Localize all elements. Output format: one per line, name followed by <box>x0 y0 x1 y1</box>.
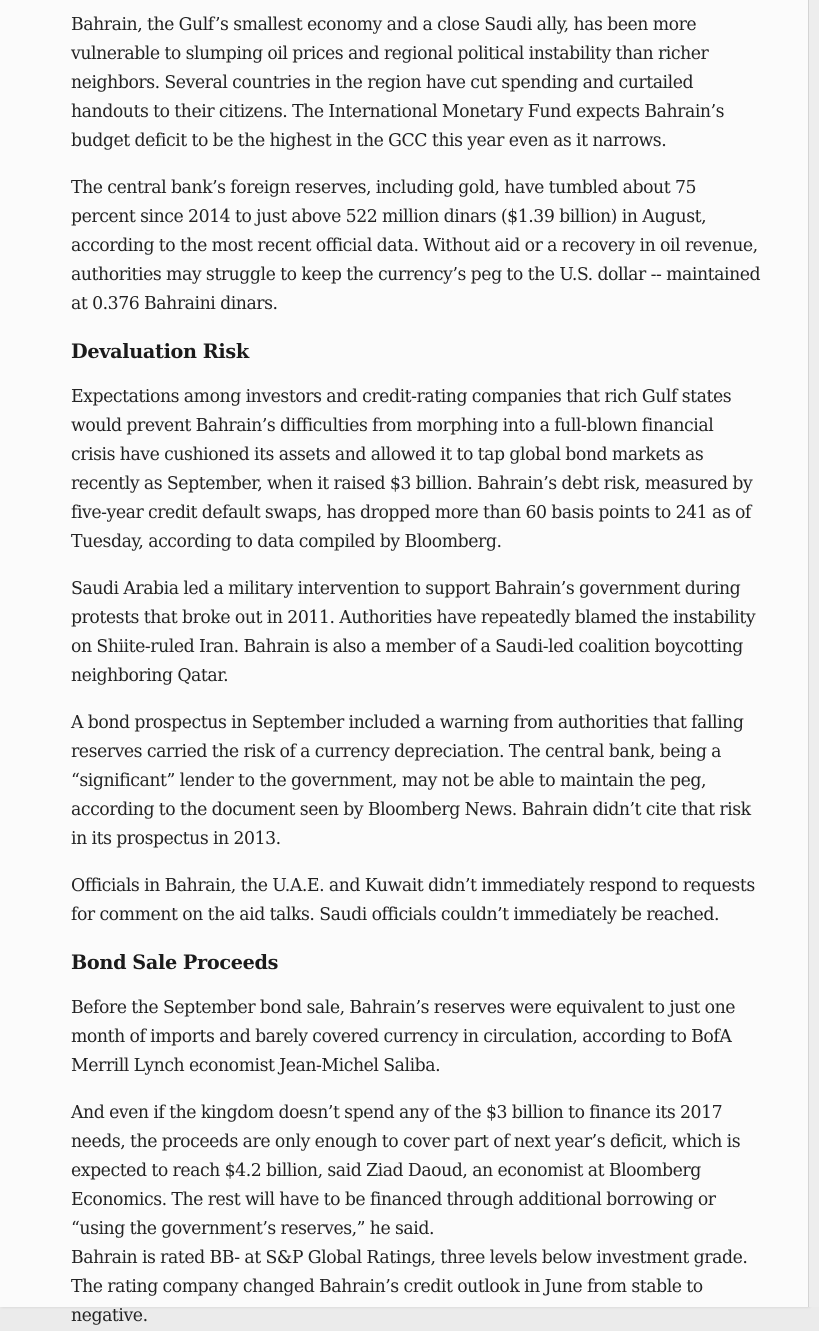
paragraph-investor-expectations: Expectations among investors and credit-rating companies that rich Gulf states would prevent Bahrain’s difficulties from morphing into a full-blown financial crisis have cushioned its assets and allowed it to tap global bond markets as recently as September, when it raised $3 billion. Bahrain’s debt risk, measured by five-year credit default swaps, has dropped more than 60 basis points to 241 as of Tuesday, according to data compiled by Bloomberg. <box>71 387 753 552</box>
paragraph-credit-rating: Bahrain is rated BB- at S&P Global Ratings, three levels below investment grade. The rating company changed Bahrain’s credit outlook in June from stable to negative. <box>71 1248 748 1326</box>
paragraph-officials-response: Officials in Bahrain, the U.A.E. and Kuwait didn’t immediately respond to requests for comment on the aid talks. Saudi officials couldn’t immediately be reached. <box>71 876 755 925</box>
heading-devaluation-risk: Devaluation Risk <box>71 340 249 363</box>
paragraph-gulf-economy: Bahrain, the Gulf’s smallest economy and a close Saudi ally, has been more vulnerable to slumping oil prices and regional political instability than richer neighbors. Several countries in the region have cut spending and curtailed handouts to their citizens. The International Monetary Fund expects Bahrain’s budget deficit to be the highest in the GCC this year even as it narrows. <box>71 15 725 151</box>
article-body <box>71 11 761 1331</box>
vertical-scrollbar[interactable] <box>809 0 819 1307</box>
paragraph-central-bank-reserves: The central bank’s foreign reserves, including gold, have tumbled about 75 percent since 2014 to just above 522 million dinars ($1.39 billion) in August, according to the most recent official data. Without aid or a recovery in oil revenue, authorities may struggle to keep the currency’s peg to the U.S. dollar -- maintained at 0.376 Bahraini dinars. <box>71 178 761 314</box>
paragraph-reserves-imports: Before the September bond sale, Bahrain’s reserves were equivalent to just one month of imports and barely covered currency in circulation, according to BofA Merrill Lynch economist Jean-Michel Saliba. <box>71 998 736 1076</box>
paragraph-saudi-intervention: Saudi Arabia led a military intervention to support Bahrain’s government during protests that broke out in 2011. Authorities have repeatedly blamed the instability on Shiite-ruled Iran. Bahrain is also a member of a Saudi-led coalition boycotting neighboring Qatar. <box>71 579 756 686</box>
heading-bond-sale-proceeds: Bond Sale Proceeds <box>71 951 279 974</box>
paragraph-bond-prospectus: A bond prospectus in September included a warning from authorities that falling reserves carried the risk of a currency depreciation. The central bank, being a “significant” lender to the government, may not be able to maintain the peg, according to the document seen by Bloomberg News. Bahrain didn’t cite that risk in its prospectus in 2013. <box>71 713 751 849</box>
paragraph-deficit-financing: And even if the kingdom doesn’t spend any of the $3 billion to finance its 2017 needs, the proceeds are only enough to cover part of next year’s deficit, which is expected to reach $4.2 billion, said Ziad Daoud, an economist at Bloomberg Economics. The rest will have to be financed through additional borrowing or “using the government’s reserves,” he said. <box>71 1103 741 1239</box>
